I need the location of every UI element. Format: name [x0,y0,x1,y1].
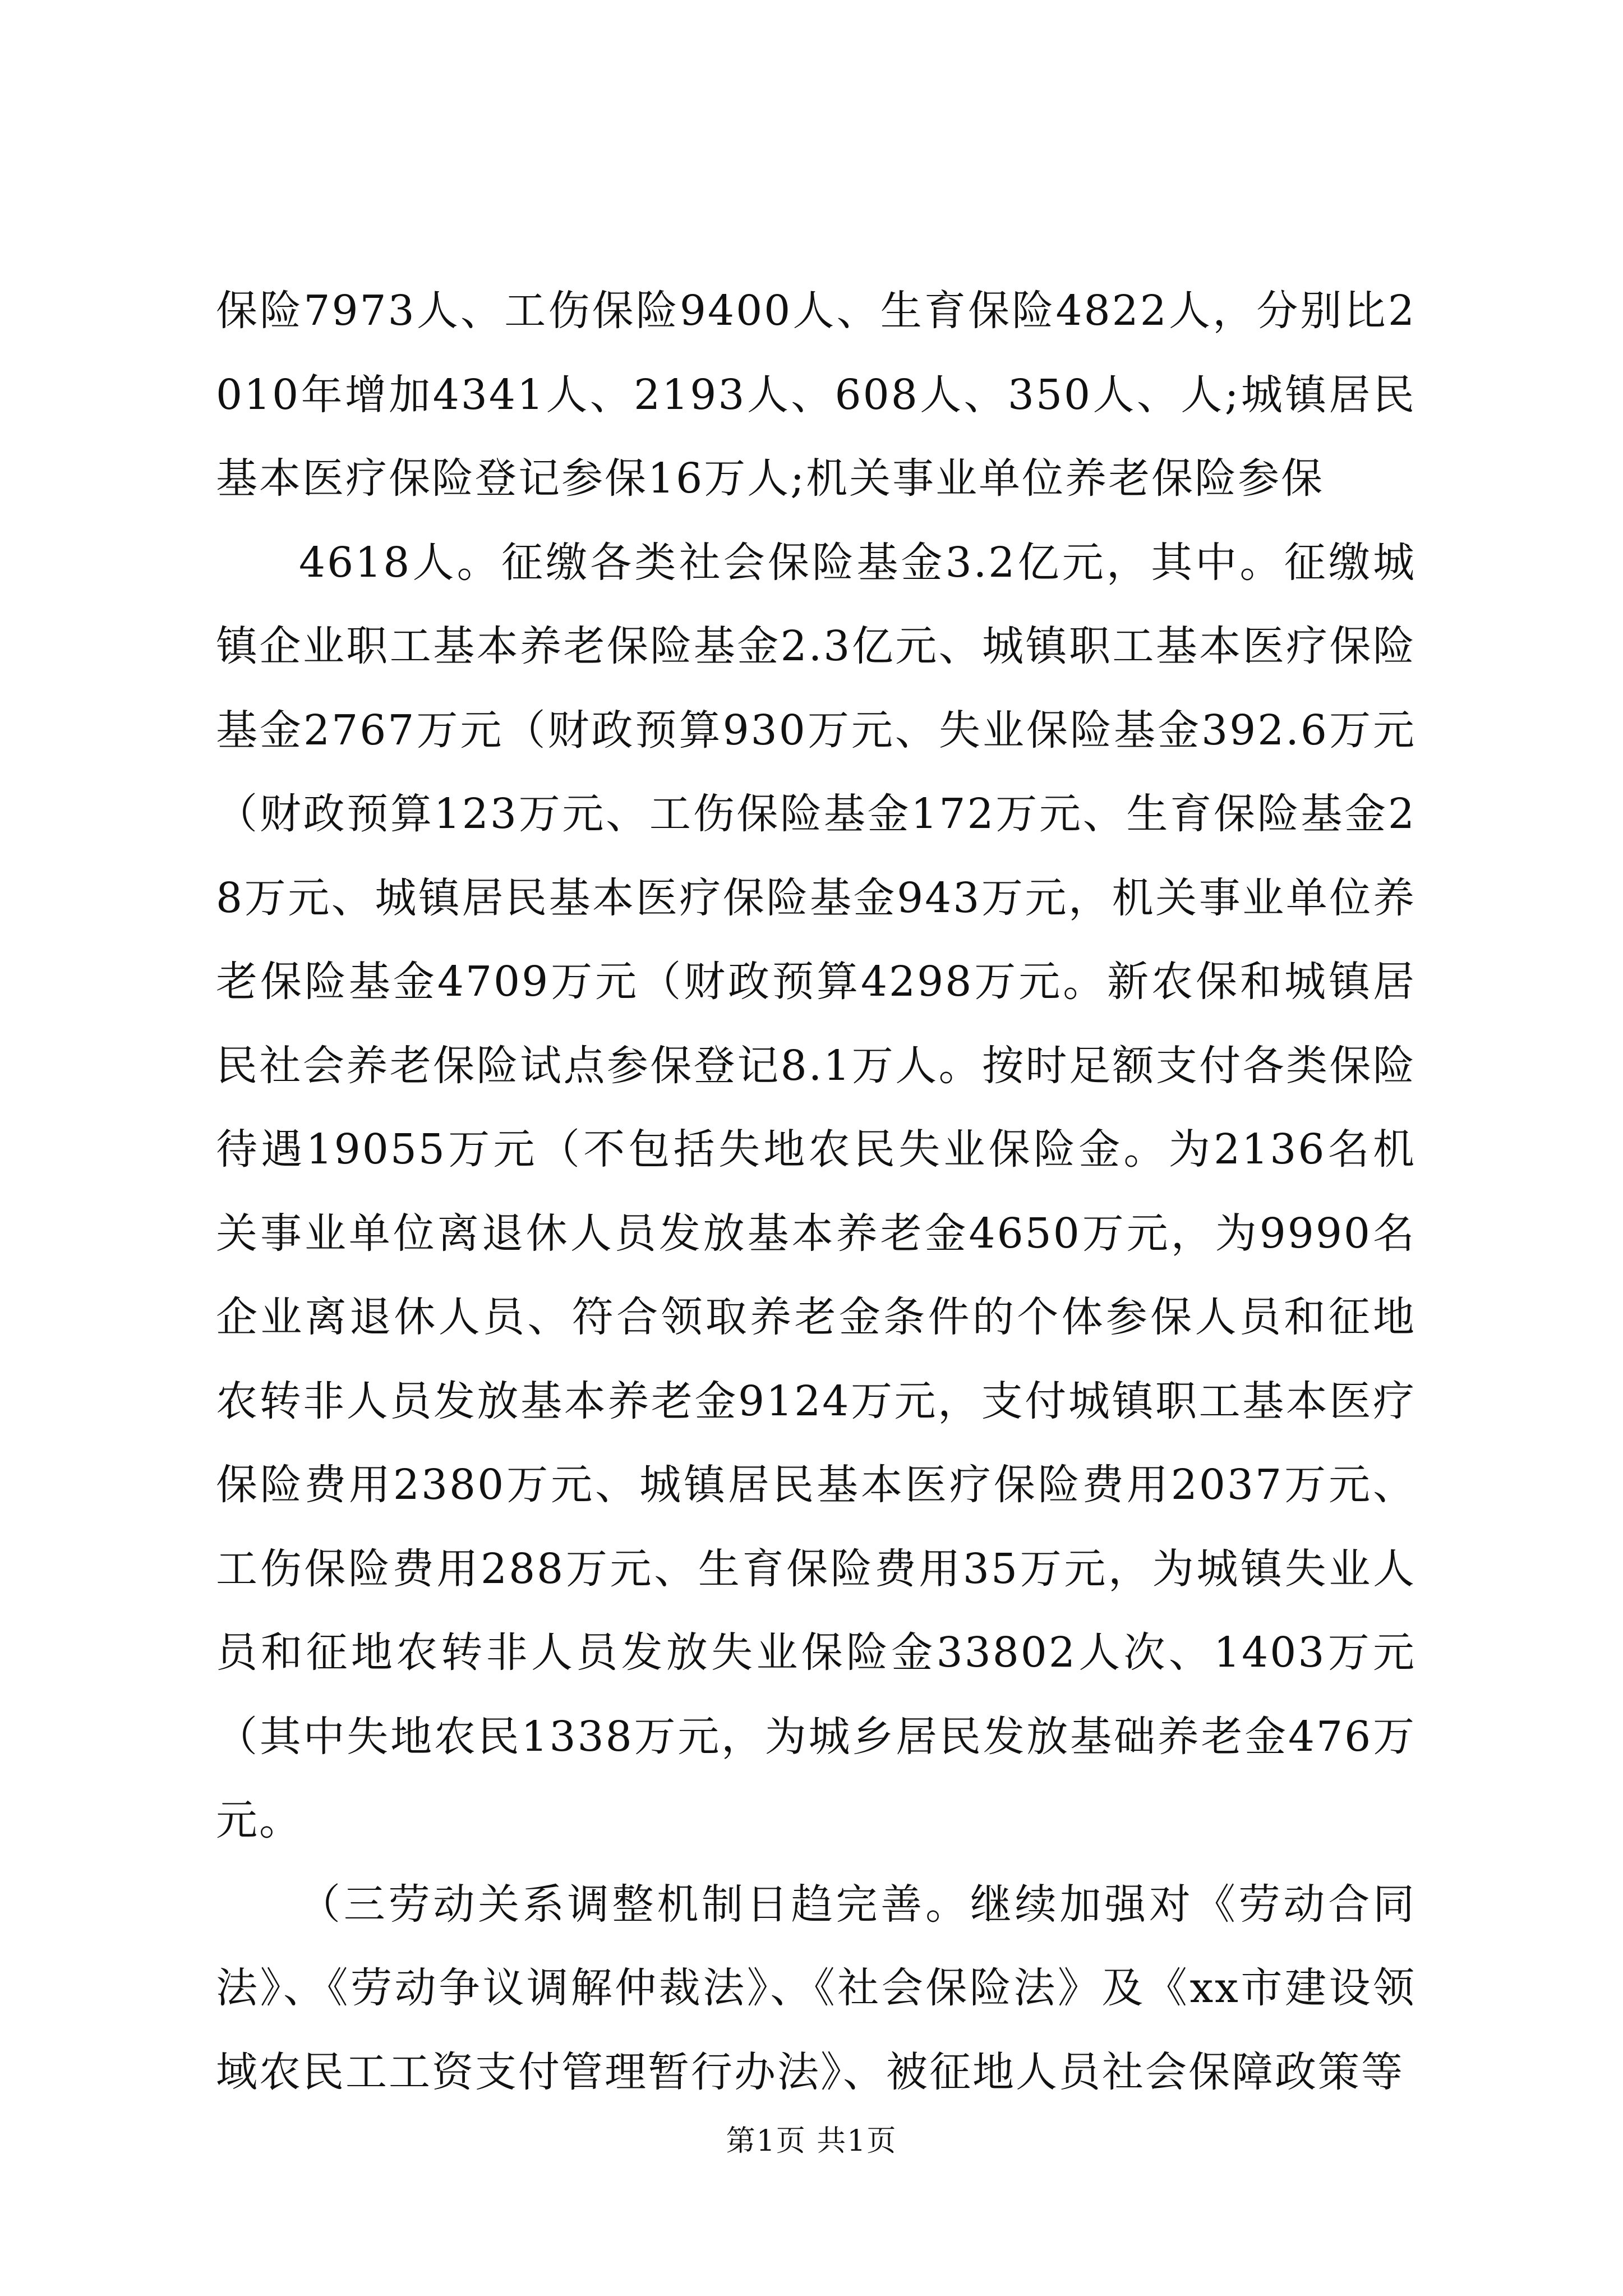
paragraph-continued: 保险7973人、工伤保险9400人、生育保险4822人，分别比2010年增加4341人、2193人、608人、350人、人;城镇居民基本医疗保险登记参保16万人;机关事业单位养老保险参保 [216,287,1416,503]
document-body [216,269,1416,2114]
paragraph-insurance-funds: 4618人。征缴各类社会保险基金3.2亿元，其中。征缴城镇企业职工基本养老保险基金2.3亿元、城镇职工基本医疗保险基金2767万元（财政预算930万元、失业保险基金392.6万元（财政预算123万元、工伤保险基金172万元、生育保险基金28万元、城镇居民基本医疗保险基金943万元，机关事业单位养老保险基金4709万元（财政预算4298万元。新农保和城镇居民社会养老保险试点参保登记8.1万人。按时足额支付各类保险待遇19055万元（不包括失地农民失业保险金。为2136名机关事业单位离退休人员发放基本养老金4650万元，为9990名企业离退休人员、符合领取养老金条件的个体参保人员和征地农转非人员发放基本养老金9124万元，支付城镇职工基本医疗保险费用2380万元、城镇居民基本医疗保险费用2037万元、工伤保险费用288万元、生育保险费用35万元，为城镇失业人员和征地农转非人员发放失业保险金33802人次、1403万元（其中失地农民1338万元，为城乡居民发放基础养老金476万元。 [216,538,1416,1844]
page-number-footer: 第1页 共1页 [726,2124,897,2158]
paragraph-labor-relations: （三劳动关系调整机制日趋完善。继续加强对《劳动合同法》、《劳动争议调解仲裁法》、《社会保险法》及《xx市建设领域农民工工资支付管理暂行办法》、被征地人员社会保障政策等 [216,1880,1416,2096]
